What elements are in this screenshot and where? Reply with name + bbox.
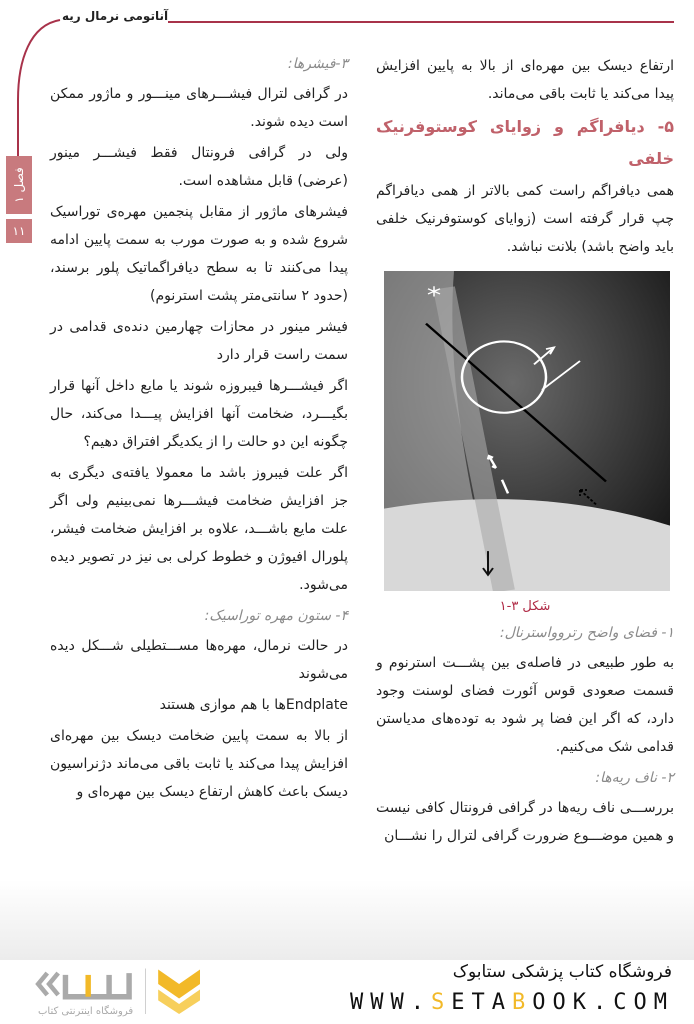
logo-caption: فروشگاه اینترنتی کتاب [38,1006,134,1017]
subheading: ۳-فیشرها: [287,56,348,72]
paragraph: اگر فیشـــرها فیبروزه شوند یا مایع داخل آنها قرار بگیـــرد، ضخامت آنها افزایش پیـــدا می‌کند، حال چگونه این دو حالت را از یکدیگر افتراق دهیم؟ [50,378,348,450]
lateral-chest-xray-figure [384,271,670,591]
url-part: OOK.COM [532,990,674,1015]
section-heading: ۵- دیافراگم و زوایای کوستوفرنیک خلفی [376,117,674,168]
figure-caption: شکل ۳-۱ [499,599,551,614]
paragraph: از بالا به سمت پایین ضخامت دیسک بین مهره‌ای افزایش پیدا می‌کند یا ثابت باقی می‌ماند دژنراسیون دیسک باعث کاهش ارتفاع دیسک بین مهره‌ای و [50,728,348,800]
chapter-tab [6,156,32,214]
subheading: ۲- ناف ریه‌ها: [595,770,674,786]
paragraph: Endplateها با هم موازی هستند [159,697,348,713]
paragraph: ارتفاع دیسک بین مهره‌ای از بالا به پایین افزایش پیدا می‌کند یا ثابت باقی می‌ماند. [376,58,674,102]
url-part: ETA [451,990,513,1015]
running-title: آناتومی نرمال ریه [62,9,169,23]
subheading: ۴- ستون مهره توراسیک: [204,608,348,624]
url-part: S [431,990,452,1015]
store-name: فروشگاه کتاب پزشکی ستابوک [452,962,672,982]
paragraph: به طور طبیعی در فاصله‌ی بین پشـــت استرنوم و قسمت صعودی قوس آئورت فضای لوسنت وجود دارد، که اگر این فضا پر شود به توده‌های مدیاستن قدامی شک می‌کنیم. [376,655,674,755]
subheading: ۱- فضای واضح رتروواسترنال: [499,625,674,641]
paragraph: فیشر مینور در محازات چهارمین دنده‌ی قدامی در سمت راست قرار دارد [50,319,348,363]
url-part: B [512,990,533,1015]
paragraph: فیشرهای ماژور از مقابل پنجمین مهره‌ی توراسیک شروع شده و به صورت مورب به سمت پایین ادامه پیدا می‌کنند تا به سطح دیافراگماتیک پلور برسند، (حدود ۲ سانتی‌متر پشت استرنوم) [50,204,348,304]
bottom-fade [0,880,694,960]
paragraph: بررســـی ناف ریه‌ها در گرافی فرونتال کافی نیست و همین موضـــوع ضرورت گرافی لترال را نشـــان [376,800,674,844]
url-part: WWW. [350,990,432,1015]
right-column [376,52,674,853]
page-number: ۱۱ [6,219,32,243]
left-column [50,50,348,809]
footer-banner [0,960,694,1024]
paragraph: همی دیافراگم راست کمی بالاتر از همی دیافراگم چپ قرار گرفته است (زوایای کوستوفرنیک خلفی باید واضح باشد) بلانت نباشد. [376,183,674,255]
paragraph: اگر علت فیبروز باشد ما معمولا یافته‌ی دیگری به جز افزایش ضخامت فیشـــرها نمی‌بینیم ولی اگر علت مایع باشـــد، علاوه بر افزایش ضخامت فیشر، پلورال افیوژن و خطوط کرلی بی نیز در تصویر دیده می‌شود. [50,465,348,593]
chapter-label: فصل ۱ [12,167,26,203]
header-rule [168,21,674,23]
paragraph: در گرافی لترال فیشـــرهای مینـــور و ماژور ممکن است دیده شوند. [50,86,348,130]
paragraph: ولی در گرافی فرونتال فقط فیشـــر مینور (عرضی) قابل مشاهده است. [50,145,348,189]
paragraph: در حالت نرمال، مهره‌ها مســـتطیلی شـــکل دیده می‌شوند [50,638,348,682]
website-url[interactable] [350,990,674,1015]
